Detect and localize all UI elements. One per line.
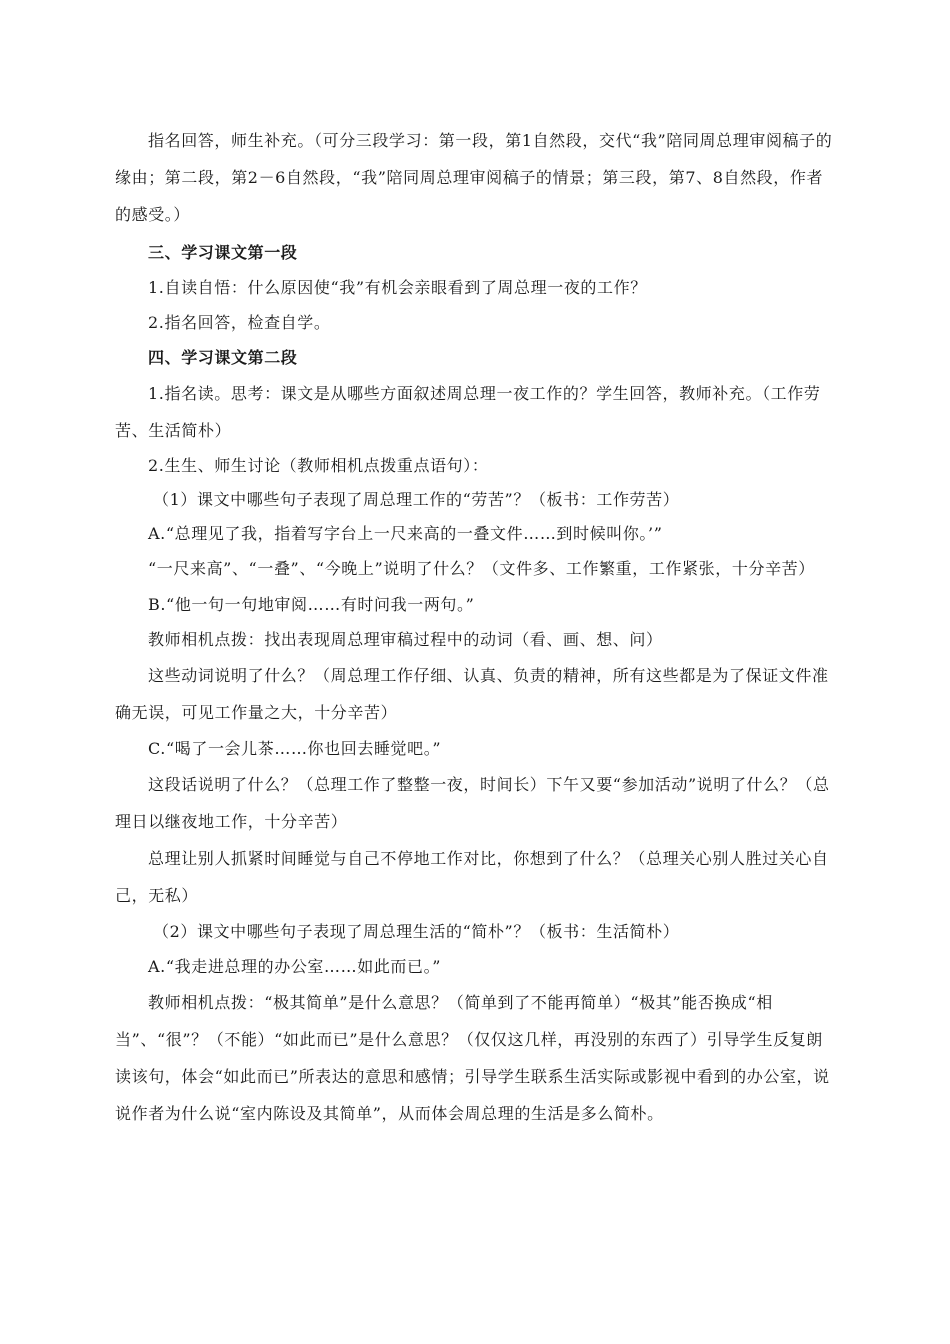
quote-1c: C.“喝了一会儿茶……你也回去睡觉吧。”	[148, 739, 442, 758]
tip-1b: 教师相机点拨：找出表现周总理审稿过程中的动词（看、画、想、问）	[148, 630, 663, 649]
heading-section-4: 四、学习课文第二段	[148, 348, 298, 367]
explanation-1a: “一尺来高”、“一叠”、“今晚上”说明了什么？（文件多、工作繁重，工作紧张，十分辛苦）	[148, 559, 815, 578]
heading-section-3: 三、学习课文第一段	[148, 243, 298, 262]
paragraph-section-division: 指名回答，师生补充。（可分三段学习：第一段，第1自然段，交代“我”陪同周总理审阅稿子的缘由；第二段，第2－6自然段，“我”陪同周总理审阅稿子的情景；第三段，第7、8自然段，作者的感受。）	[115, 131, 833, 224]
step-3-1: 1.自读自悟：什么原因使“我”有机会亲眼看到了周总理一夜的工作？	[148, 278, 647, 297]
explanation-1c-2: 总理让别人抓紧时间睡觉与自己不停地工作对比，你想到了什么？（总理关心别人胜过关心自己，无私）	[115, 849, 829, 905]
step-4-1: 1.指名读。思考：课文是从哪些方面叙述周总理一夜工作的？学生回答，教师补充。（工作劳苦、生活简朴）	[115, 384, 821, 440]
question-2: （2）课文中哪些句子表现了周总理生活的“简朴”？（板书：生活简朴）	[153, 922, 680, 941]
quote-1a: A.“总理见了我，指着写字台上一尺来高的一叠文件……到时候叫你。’”	[148, 524, 663, 543]
explanation-1c: 这段话说明了什么？（总理工作了整整一夜，时间长）下午又要“参加活动”说明了什么？（总理日以继夜地工作，十分辛苦）	[115, 775, 830, 831]
quote-1b: B.“他一句一句地审阅……有时问我一两句。”	[148, 595, 475, 614]
quote-2a: A.“我走进总理的办公室……如此而已。”	[148, 957, 442, 976]
tip-2a: 教师相机点拨：“极其简单”是什么意思？（简单到了不能再简单）“极其”能否换成“相当”、“很”？（不能）“如此而已”是什么意思？（仅仅这几样，再没别的东西了）引导学生反复朗读该句，体会“如此而已”所表达的意思和感情；引导学生联系生活实际或影视中看到的办公室，说说作者为什么说“室内陈设及其简单”，从而体会周总理的生活是多么简朴。	[115, 993, 830, 1123]
step-3-2: 2.指名回答，检查自学。	[148, 313, 331, 332]
explanation-1b: 这些动词说明了什么？（周总理工作仔细、认真、负责的精神，所有这些都是为了保证文件准确无误，可见工作量之大，十分辛苦）	[115, 666, 829, 722]
step-4-2: 2.生生、师生讨论（教师相机点拨重点语句）：	[148, 456, 489, 475]
question-1: （1）课文中哪些句子表现了周总理工作的“劳苦”？（板书：工作劳苦）	[153, 490, 680, 509]
document-body	[115, 122, 835, 1132]
